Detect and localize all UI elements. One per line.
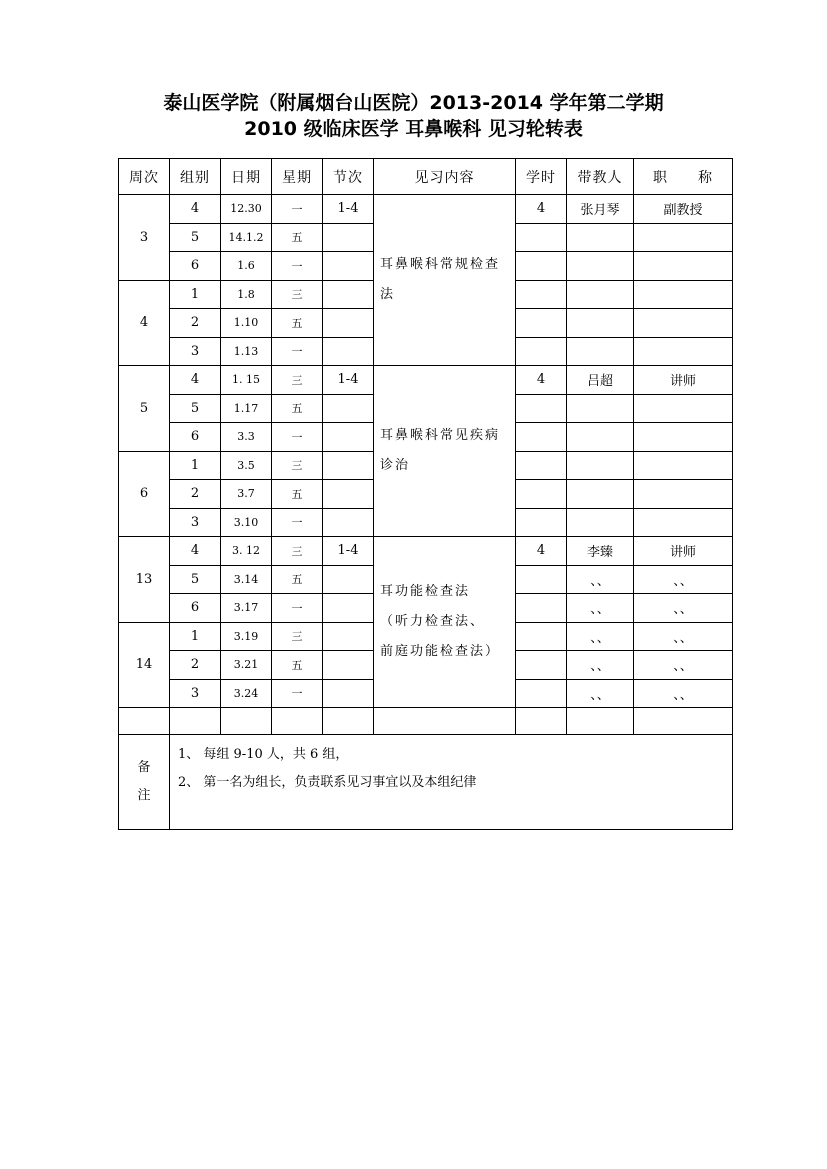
weekday-cell: 一 xyxy=(272,679,323,708)
weekday-cell: 三 xyxy=(272,366,323,395)
header-date: 日期 xyxy=(221,159,272,195)
hours-cell: 4 xyxy=(516,537,567,566)
period-cell xyxy=(323,622,374,651)
group-cell: 6 xyxy=(170,423,221,452)
period-cell xyxy=(323,252,374,281)
weekday-cell: 五 xyxy=(272,651,323,680)
date-cell: 1.6 xyxy=(221,252,272,281)
date-cell: 1.17 xyxy=(221,394,272,423)
hours-cell xyxy=(516,594,567,623)
header-weekday: 星期 xyxy=(272,159,323,195)
content-cell xyxy=(374,537,516,708)
week-cell: 5 xyxy=(119,366,170,452)
group-cell: 3 xyxy=(170,337,221,366)
hours-cell xyxy=(516,622,567,651)
hours-cell xyxy=(516,252,567,281)
group-cell: 6 xyxy=(170,252,221,281)
header-teacher: 带教人 xyxy=(567,159,634,195)
teacher-cell xyxy=(567,423,634,452)
group-cell: 4 xyxy=(170,366,221,395)
header-period: 节次 xyxy=(323,159,374,195)
weekday-cell: 一 xyxy=(272,508,323,537)
title-cell xyxy=(634,223,733,252)
period-cell xyxy=(323,651,374,680)
period-cell xyxy=(323,337,374,366)
title-cell xyxy=(634,451,733,480)
group-cell: 5 xyxy=(170,223,221,252)
title-cell: 、、 xyxy=(634,622,733,651)
title-cell xyxy=(634,480,733,509)
title-cell: 、、 xyxy=(634,679,733,708)
period-cell xyxy=(323,679,374,708)
empty-cell xyxy=(634,708,733,735)
empty-cell xyxy=(272,708,323,735)
group-cell: 4 xyxy=(170,195,221,224)
table-header-row xyxy=(119,159,733,195)
notes-label xyxy=(119,735,170,830)
empty-row xyxy=(119,708,733,735)
date-cell: 3.17 xyxy=(221,594,272,623)
empty-cell xyxy=(221,708,272,735)
hours-cell xyxy=(516,451,567,480)
weekday-cell: 三 xyxy=(272,622,323,651)
empty-cell xyxy=(170,708,221,735)
hours-cell xyxy=(516,280,567,309)
teacher-cell: 李臻 xyxy=(567,537,634,566)
content-line: （听力检查法、 xyxy=(380,614,486,629)
title-cell xyxy=(634,337,733,366)
date-cell: 3.5 xyxy=(221,451,272,480)
weekday-cell: 五 xyxy=(272,394,323,423)
weekday-cell: 一 xyxy=(272,252,323,281)
hours-cell xyxy=(516,223,567,252)
date-cell: 3. 12 xyxy=(221,537,272,566)
weekday-cell: 三 xyxy=(272,451,323,480)
notes-body xyxy=(170,735,733,830)
date-cell: 3.7 xyxy=(221,480,272,509)
title-cell: 、、 xyxy=(634,594,733,623)
week-cell: 3 xyxy=(119,195,170,281)
title-cell xyxy=(634,423,733,452)
empty-cell xyxy=(516,708,567,735)
content-cell xyxy=(374,195,516,366)
hours-cell xyxy=(516,480,567,509)
teacher-cell xyxy=(567,451,634,480)
week-cell: 14 xyxy=(119,622,170,708)
weekday-cell: 一 xyxy=(272,594,323,623)
weekday-cell: 三 xyxy=(272,537,323,566)
notes-row xyxy=(119,735,733,830)
empty-cell xyxy=(567,708,634,735)
date-cell: 1.10 xyxy=(221,309,272,338)
notes-line: 1、 每组 9-10 人，共 6 组， xyxy=(178,747,349,762)
weekday-cell: 五 xyxy=(272,223,323,252)
empty-cell xyxy=(323,708,374,735)
content-line: 耳功能检查法 xyxy=(380,584,471,599)
teacher-cell: 、、 xyxy=(567,651,634,680)
period-cell xyxy=(323,423,374,452)
hours-cell xyxy=(516,679,567,708)
table-row xyxy=(119,537,733,566)
weekday-cell: 一 xyxy=(272,337,323,366)
date-cell: 14.1.2 xyxy=(221,223,272,252)
group-cell: 4 xyxy=(170,537,221,566)
content-text: 耳鼻喉科常见疾病诊治 xyxy=(380,428,501,473)
week-cell: 6 xyxy=(119,451,170,537)
header-week: 周次 xyxy=(119,159,170,195)
title-cell xyxy=(634,280,733,309)
teacher-cell xyxy=(567,252,634,281)
teacher-cell: 张月琴 xyxy=(567,195,634,224)
date-cell: 12.30 xyxy=(221,195,272,224)
teacher-cell xyxy=(567,280,634,309)
period-cell: 1-4 xyxy=(323,366,374,395)
teacher-cell xyxy=(567,508,634,537)
hours-cell xyxy=(516,394,567,423)
teacher-cell xyxy=(567,480,634,509)
group-cell: 3 xyxy=(170,508,221,537)
title-cell xyxy=(634,394,733,423)
hours-cell xyxy=(516,565,567,594)
weekday-cell: 三 xyxy=(272,280,323,309)
hours-cell xyxy=(516,309,567,338)
table-row xyxy=(119,195,733,224)
title-cell: 、、 xyxy=(634,565,733,594)
title-cell: 讲师 xyxy=(634,537,733,566)
header-content: 见习内容 xyxy=(374,159,516,195)
date-cell: 3.10 xyxy=(221,508,272,537)
period-cell xyxy=(323,565,374,594)
notes-label-char: 注 xyxy=(137,788,151,803)
content-line: 前庭功能检查法） xyxy=(380,644,501,659)
period-cell xyxy=(323,451,374,480)
hours-cell xyxy=(516,508,567,537)
group-cell: 6 xyxy=(170,594,221,623)
date-cell: 3.24 xyxy=(221,679,272,708)
date-cell: 1.8 xyxy=(221,280,272,309)
header-hours: 学时 xyxy=(516,159,567,195)
weekday-cell: 五 xyxy=(272,309,323,338)
group-cell: 2 xyxy=(170,480,221,509)
hours-cell: 4 xyxy=(516,195,567,224)
header-group: 组别 xyxy=(170,159,221,195)
date-cell: 3.3 xyxy=(221,423,272,452)
date-cell: 3.19 xyxy=(221,622,272,651)
period-cell: 1-4 xyxy=(323,537,374,566)
teacher-cell: 、、 xyxy=(567,622,634,651)
period-cell xyxy=(323,309,374,338)
week-cell: 13 xyxy=(119,537,170,623)
hours-cell xyxy=(516,423,567,452)
group-cell: 1 xyxy=(170,451,221,480)
group-cell: 1 xyxy=(170,280,221,309)
teacher-cell: 吕超 xyxy=(567,366,634,395)
teacher-cell xyxy=(567,394,634,423)
table-row xyxy=(119,366,733,395)
teacher-cell xyxy=(567,223,634,252)
notes-label-char: 备 xyxy=(137,760,151,775)
empty-cell xyxy=(374,708,516,735)
date-cell: 3.14 xyxy=(221,565,272,594)
group-cell: 1 xyxy=(170,622,221,651)
group-cell: 2 xyxy=(170,651,221,680)
header-title: 职 称 xyxy=(634,159,733,195)
date-cell: 1. 15 xyxy=(221,366,272,395)
teacher-cell xyxy=(567,309,634,338)
weekday-cell: 一 xyxy=(272,423,323,452)
content-cell xyxy=(374,366,516,537)
weekday-cell: 一 xyxy=(272,195,323,224)
week-cell: 4 xyxy=(119,280,170,366)
period-cell xyxy=(323,394,374,423)
teacher-cell: 、、 xyxy=(567,679,634,708)
hours-cell xyxy=(516,651,567,680)
weekday-cell: 五 xyxy=(272,480,323,509)
title-cell: 讲师 xyxy=(634,366,733,395)
weekday-cell: 五 xyxy=(272,565,323,594)
title-cell: 副教授 xyxy=(634,195,733,224)
hours-cell: 4 xyxy=(516,366,567,395)
period-cell xyxy=(323,480,374,509)
period-cell xyxy=(323,594,374,623)
date-cell: 3.21 xyxy=(221,651,272,680)
notes-line: 2、 第一名为组长，负责联系见习事宜以及本组纪律 xyxy=(178,775,477,790)
date-cell: 1.13 xyxy=(221,337,272,366)
title-cell xyxy=(634,508,733,537)
period-cell xyxy=(323,508,374,537)
period-cell xyxy=(323,280,374,309)
period-cell: 1-4 xyxy=(323,195,374,224)
group-cell: 3 xyxy=(170,679,221,708)
group-cell: 2 xyxy=(170,309,221,338)
document-title-line1: 泰山医学院（附属烟台山医院）2013-2014 学年第二学期 xyxy=(163,92,664,114)
group-cell: 5 xyxy=(170,565,221,594)
teacher-cell: 、、 xyxy=(567,594,634,623)
title-cell xyxy=(634,309,733,338)
teacher-cell: 、、 xyxy=(567,565,634,594)
period-cell xyxy=(323,223,374,252)
content-text: 耳鼻喉科常规检查法 xyxy=(380,257,501,302)
hours-cell xyxy=(516,337,567,366)
teacher-cell xyxy=(567,337,634,366)
rotation-schedule-table xyxy=(118,158,733,830)
empty-cell xyxy=(119,708,170,735)
group-cell: 5 xyxy=(170,394,221,423)
document-title-line2: 2010 级临床医学 耳鼻喉科 见习轮转表 xyxy=(244,118,583,140)
title-cell xyxy=(634,252,733,281)
title-cell: 、、 xyxy=(634,651,733,680)
